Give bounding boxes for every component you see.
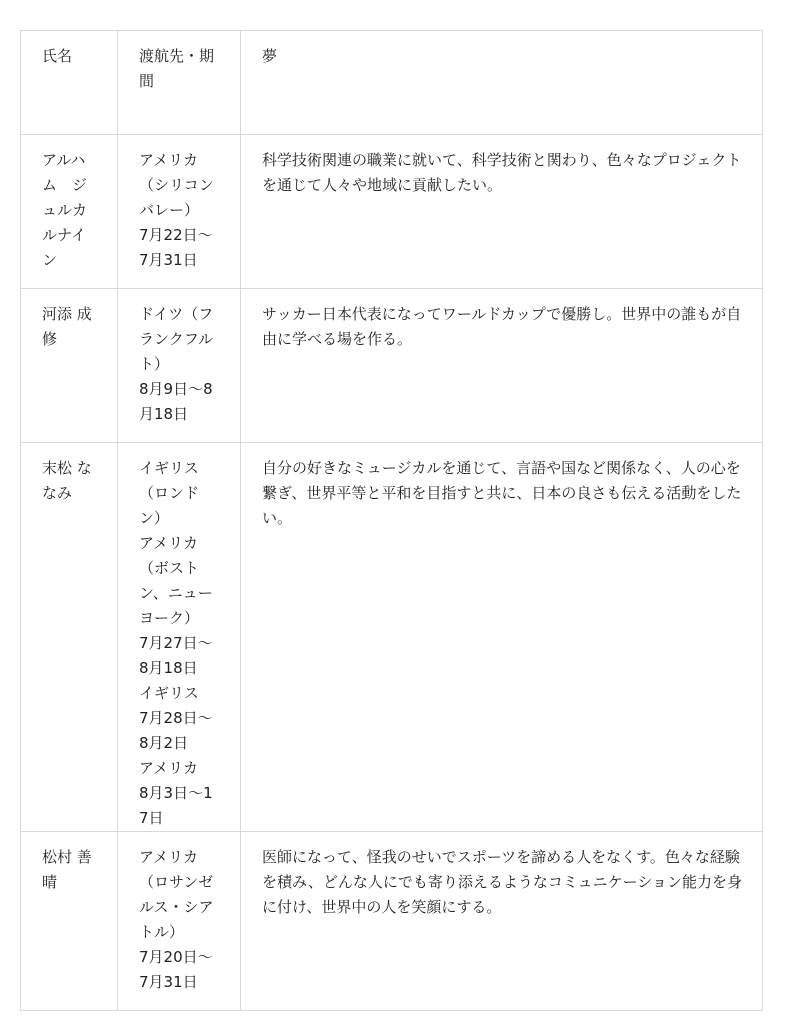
table-row bbox=[21, 135, 763, 289]
destination-text: アメリカ（ボストン、ニューヨーク） bbox=[139, 534, 213, 627]
header-period-cell bbox=[118, 31, 241, 135]
name-cell bbox=[21, 289, 118, 443]
table-row bbox=[21, 443, 763, 832]
period-cell bbox=[118, 443, 241, 832]
destination-text: イギリス（ロンドン） bbox=[139, 459, 200, 527]
header-name-label: 氏名 bbox=[42, 47, 73, 65]
name-cell bbox=[21, 443, 118, 832]
destination-text: ドイツ（フランクフルト） bbox=[139, 305, 214, 373]
dream-text: サッカー日本代表になってワールドカップで優勝し。世界中の誰もが自由に学べる場を作る。 bbox=[262, 305, 742, 348]
period-cell bbox=[118, 135, 241, 289]
destination-text: アメリカ（シリコンバレー） bbox=[139, 151, 214, 219]
participant-name: 松村 善晴 bbox=[42, 848, 92, 891]
date-range-text: 7月27日〜8月18日 bbox=[139, 634, 213, 677]
dream-text: 自分の好きなミュージカルを通じて、言語や国など関係なく、人の心を繋ぎ、世界平等と平和を目指すと共に、日本の良さも伝える活動をしたい。 bbox=[262, 459, 742, 527]
participant-name: 末松 ななみ bbox=[42, 459, 92, 502]
dream-cell bbox=[241, 832, 763, 1011]
date-range-text: 8月3日〜17日 bbox=[139, 784, 213, 827]
table-row bbox=[21, 832, 763, 1011]
participant-name: 河添 成修 bbox=[42, 305, 92, 348]
destination-text: アメリカ（ロサンゼルス・シアトル） bbox=[139, 848, 214, 941]
period-cell bbox=[118, 832, 241, 1011]
date-range-text: 7月28日〜8月2日 bbox=[139, 709, 213, 752]
date-range-text: 7月22日〜7月31日 bbox=[139, 226, 213, 269]
header-name-cell bbox=[21, 31, 118, 135]
header-dream-label: 夢 bbox=[262, 47, 278, 65]
date-range-text: 8月9日〜8月18日 bbox=[139, 380, 213, 423]
header-dream-cell bbox=[241, 31, 763, 135]
table-header-row bbox=[21, 31, 763, 135]
destination-text: イギリス bbox=[139, 684, 199, 702]
name-cell bbox=[21, 135, 118, 289]
participants-table bbox=[20, 30, 763, 1011]
dream-text: 科学技術関連の職業に就いて、科学技術と関わり、色々なプロジェクトを通じて人々や地域に貢献したい。 bbox=[262, 151, 742, 194]
destination-text: アメリカ bbox=[139, 759, 198, 777]
header-period-label: 渡航先・期間 bbox=[139, 47, 215, 90]
dream-text: 医師になって、怪我のせいでスポーツを諦める人をなくす。色々な経験を積み、どんな人にでも寄り添えるようなコミュニケーション能力を身に付け、世界中の人を笑顔にする。 bbox=[262, 848, 743, 916]
name-cell bbox=[21, 832, 118, 1011]
date-range-text: 7月20日〜7月31日 bbox=[139, 948, 213, 991]
dream-cell bbox=[241, 443, 763, 832]
participant-name: アルハム ジュルカルナイン bbox=[42, 151, 88, 269]
table-row bbox=[21, 289, 763, 443]
dream-cell bbox=[241, 135, 763, 289]
period-cell bbox=[118, 289, 241, 443]
dream-cell bbox=[241, 289, 763, 443]
